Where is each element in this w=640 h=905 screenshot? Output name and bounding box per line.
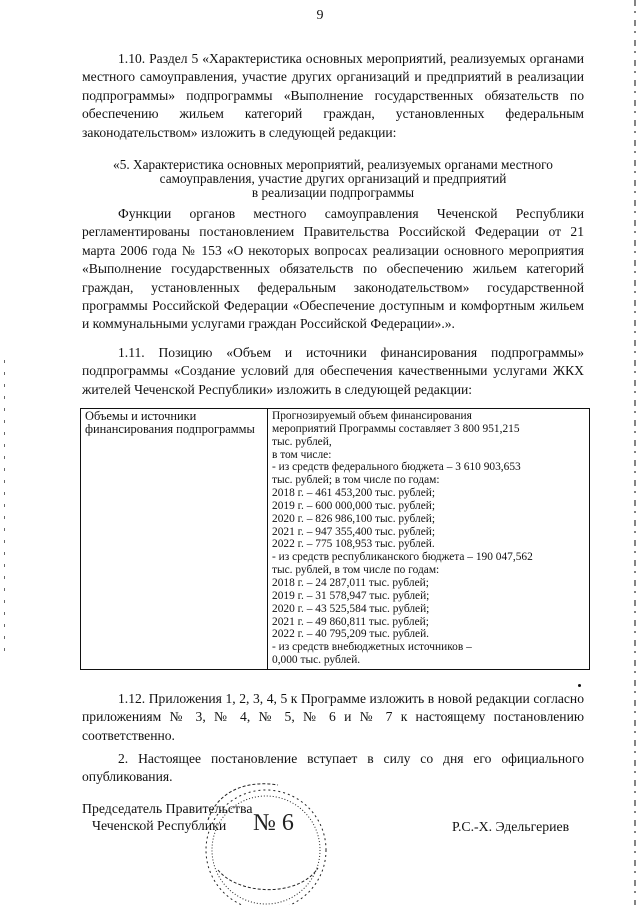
stamp-number: № 6 <box>253 810 294 836</box>
table-value-line: - из средств внебюджетных источников – <box>272 641 472 654</box>
table-value-line: 2018 г. – 24 287,011 тыс. рублей; <box>272 576 429 589</box>
table-value-line: 2021 г. – 947 355,400 тыс. рублей; <box>272 525 436 538</box>
page-number: 9 <box>316 8 324 23</box>
section-5-title <box>82 158 584 201</box>
paragraph-1-10: 1.10. Раздел 5 «Характеристика основных мероприятий, реализуемых органами местного самоуправления, участие других организаций и предприятий в реализации подпрограммы» подпрограммы «Выполнение государственных обязательств по обеспечению жильем категорий граждан, установленных федеральным законодательством» изложить в следующей редакции: <box>82 51 584 140</box>
signatory-title-line: Председатель Правительства <box>82 801 253 816</box>
table-value-line: 2020 г. – 43 525,584 тыс. рублей; <box>272 602 430 615</box>
scan-edge-left <box>3 360 6 660</box>
ink-dot <box>578 684 581 687</box>
table-value-line: 2020 г. – 826 986,100 тыс. рублей; <box>272 512 436 525</box>
table-value-line: тыс. рублей, <box>272 435 332 448</box>
table-value-line: 2019 г. – 31 578,947 тыс. рублей; <box>272 589 430 602</box>
section-title-line: самоуправления, участие других организаций и предприятий <box>159 171 507 187</box>
table-value-line: 2019 г. – 600 000,000 тыс. рублей; <box>272 499 436 512</box>
table-row <box>81 409 590 670</box>
table-value-line: 2018 г. – 461 453,200 тыс. рублей; <box>272 487 436 500</box>
table-value-line: Прогнозируемый объем финансирования <box>272 410 472 422</box>
section-title-line: «5. Характеристика основных мероприятий, реализуемых органами местного <box>113 157 553 172</box>
section-title-line: в реализации подпрограммы <box>251 185 415 201</box>
paragraph-1-12: 1.12. Приложения 1, 2, 3, 4, 5 к Программе изложить в новой редакции согласно приложениям № 3, № 4, № 5, № 6 и № 7 к настоящему постановлению соответственно. <box>82 691 584 743</box>
table-value-line: тыс. рублей, в том числе по годам: <box>272 564 440 577</box>
table-value-line: мероприятий Программы составляет 3 800 951,215 <box>272 422 520 435</box>
table-value-line: в том числе: <box>272 448 332 461</box>
table-value-line: - из средств федерального бюджета – 3 610 903,653 <box>272 461 521 474</box>
scan-edge-right <box>633 0 637 905</box>
seal-stamp-icon <box>178 750 338 905</box>
paragraph-1-11: 1.11. Позицию «Объем и источники финансирования подпрограммы» подпрограммы «Создание условий для обеспечения качественными услугами ЖКХ жителей Чеченской Республики» изложить в следующей редакции: <box>82 345 584 397</box>
paragraph-functions: Функции органов местного самоуправления Чеченской Республики регламентированы постановлением Правительства Российской Федерации от 21 марта 2006 года № 153 «О некоторых вопросах реализации основного мероприятия «Выполнение государственных обязательств по обеспечению жильем категорий граждан, установленных федеральным законодательством» государственной программы Российской Федерации «Обеспечение доступным и комфортным жильем и коммунальными услугами граждан Российской Федерации».». <box>82 206 584 332</box>
table-value-line: 2022 г. – 40 795,209 тыс. рублей. <box>272 628 430 641</box>
paragraph-2: 2. Настоящее постановление вступает в силу со дня его официального опубликования. <box>82 751 584 785</box>
table-cell-values <box>268 409 590 670</box>
table-cell-label: Объемы и источники финансирования подпрограммы <box>81 409 268 670</box>
table-value-line: - из средств республиканского бюджета – 190 047,562 <box>272 551 533 564</box>
table-value-line: 2022 г. – 775 108,953 тыс. рублей. <box>272 538 435 551</box>
signatory-name: Р.С.-Х. Эдельгериев <box>452 819 570 834</box>
financing-table <box>80 408 590 670</box>
table-value-line: 0,000 тыс. рублей. <box>272 654 361 667</box>
signatory-title-line: Чеченской Республики <box>92 818 227 833</box>
table-value-line: тыс. рублей; в том числе по годам: <box>272 474 440 487</box>
table-value-line: 2021 г. – 49 860,811 тыс. рублей; <box>272 615 429 628</box>
